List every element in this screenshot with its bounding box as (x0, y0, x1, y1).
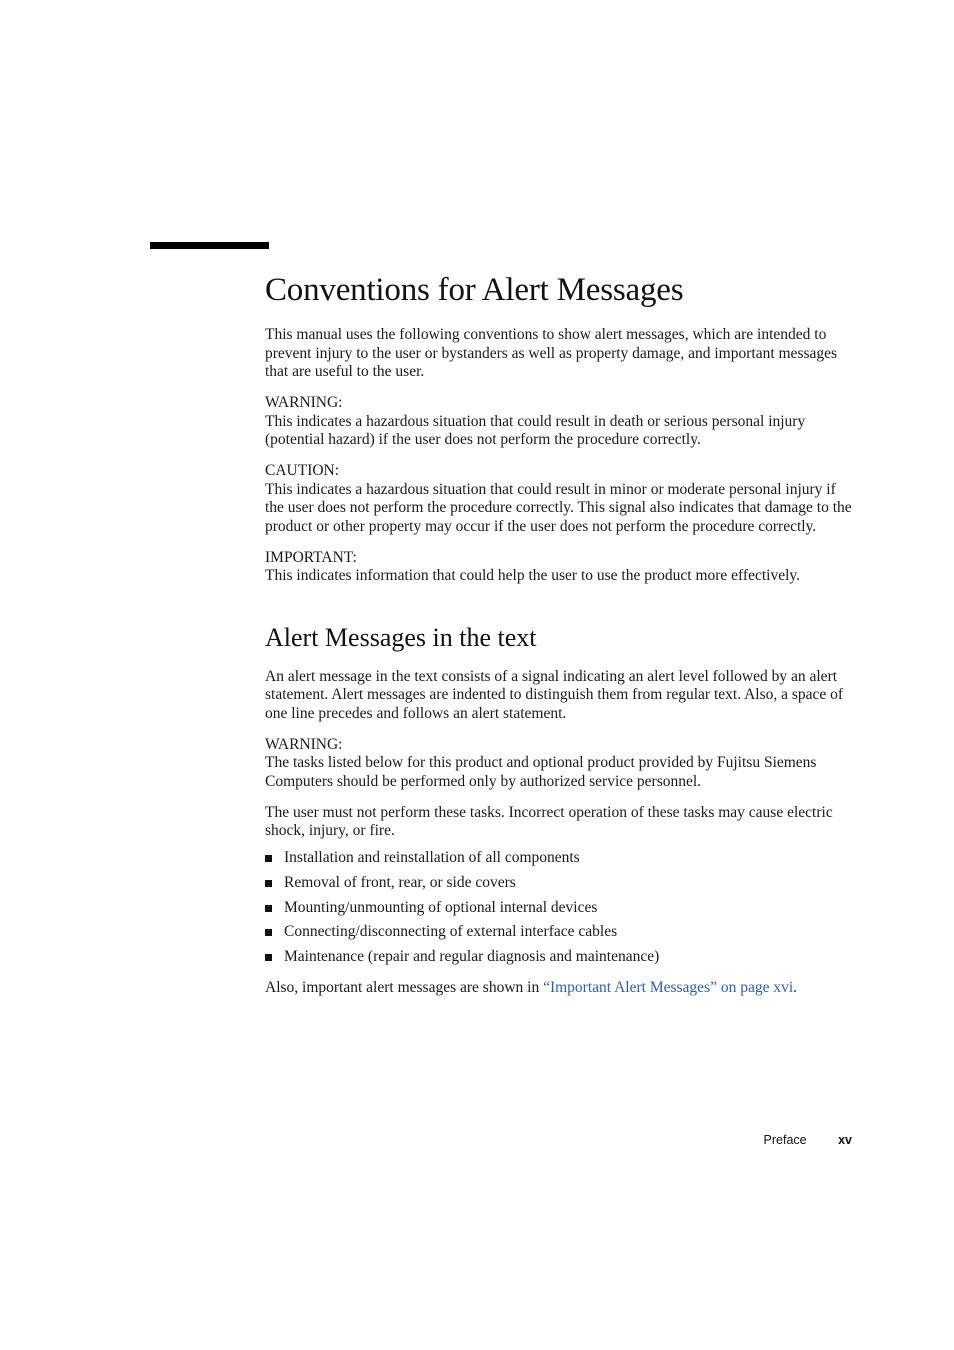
alert-text: The tasks listed below for this product and optional product provided by Fujitsu Siemens Computers should be performed only by authorized service personnel. (265, 754, 817, 790)
section-heading: Alert Messages in the text (265, 622, 537, 652)
alert-label: WARNING: (265, 394, 343, 411)
task-list (265, 849, 855, 967)
closing-paragraph (265, 979, 855, 998)
list-item-text: Mounting/unmounting of optional internal devices (284, 898, 598, 916)
alert-label: CAUTION: (265, 462, 340, 479)
warning-alert (265, 394, 855, 450)
caution-alert (265, 462, 855, 536)
warning-followup: The user must not perform these tasks. Incorrect operation of these tasks may cause electric shock, injury, or fire. (265, 803, 833, 839)
page-content (265, 270, 855, 1010)
alert-label: WARNING: (265, 735, 343, 753)
alert-label: IMPORTANT: (265, 548, 357, 566)
intro-paragraph: This manual uses the following conventions to show alert messages, which are intended to prevent injury to the user or bystanders as well as property damage, and important messages that are useful to the user. (265, 326, 838, 380)
page-number: xv (838, 1133, 852, 1147)
list-item-text: Installation and reinstallation of all components (284, 849, 580, 866)
cross-reference-link[interactable]: “Important Alert Messages” on page xvi (543, 978, 794, 996)
list-item (265, 849, 855, 868)
footer-section-name: Preface (763, 1133, 807, 1147)
square-bullet-icon (265, 905, 272, 912)
alert-text: This indicates a hazardous situation that could result in minor or moderate personal injury if the user does not perform the procedure correctly. This signal also indicates that damage to the product or other property may occur if the user does not perform the procedure correctly. (265, 480, 852, 535)
closing-prefix: Also, important alert messages are shown in (265, 978, 544, 996)
alert-text: This indicates information that could help the user to use the product more effectively. (265, 567, 801, 584)
page-title: Conventions for Alert Messages (265, 272, 684, 308)
sample-warning-alert (265, 736, 855, 792)
list-item-text: Removal of front, rear, or side covers (284, 873, 516, 891)
list-item-text: Maintenance (repair and regular diagnosis and maintenance) (284, 948, 660, 966)
square-bullet-icon (265, 929, 272, 936)
list-item (265, 899, 855, 918)
square-bullet-icon (265, 880, 272, 887)
list-item (265, 948, 855, 967)
list-item-text: Connecting/disconnecting of external interface cables (284, 923, 618, 941)
square-bullet-icon (265, 855, 272, 862)
alert-text: This indicates a hazardous situation that could result in death or serious personal injury (potential hazard) if the user does not perform the procedure correctly. (265, 412, 806, 448)
list-item (265, 874, 855, 893)
square-bullet-icon (265, 954, 272, 961)
page-footer (764, 1133, 852, 1147)
important-alert (265, 549, 855, 586)
closing-suffix: . (793, 978, 798, 996)
chapter-rule (150, 242, 269, 249)
section-paragraph: An alert message in the text consists of a signal indicating an alert level followed by an alert statement. Alert messages are indented to distinguish them from regular text. Also, a space of one line precedes and follows an alert statement. (265, 667, 844, 722)
list-item (265, 923, 855, 942)
